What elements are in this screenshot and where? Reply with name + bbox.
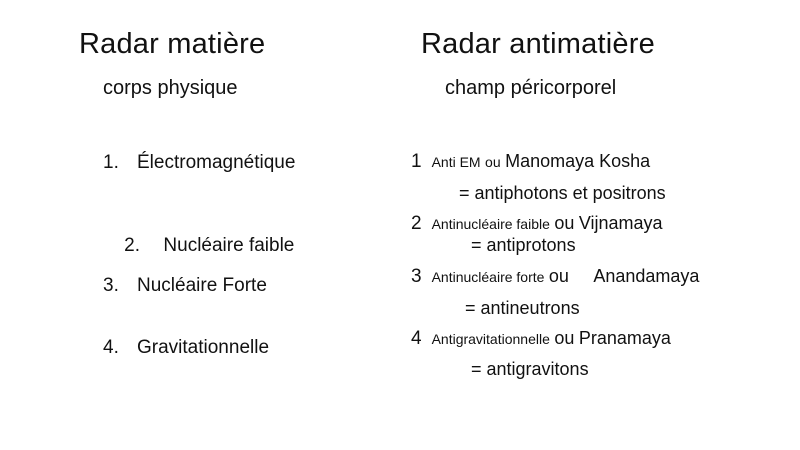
right-item-separator: ou — [554, 328, 575, 348]
right-item-name: Anandamaya — [593, 266, 700, 286]
right-item-result: = antigravitons — [471, 359, 589, 379]
left-item-label: Électromagnétique — [137, 152, 296, 173]
left-list-item — [103, 213, 294, 279]
right-item-separator: ou — [554, 213, 575, 233]
right-item-name: Pranamaya — [578, 328, 671, 348]
right-item-short-label: Antigravitationnelle — [431, 331, 550, 347]
right-subtitle: champ péricorporel — [445, 77, 617, 99]
right-item-short-label: Anti EM — [431, 154, 481, 170]
right-item-separator: ou — [548, 266, 569, 286]
right-list-item — [411, 266, 699, 288]
left-list-item — [103, 152, 295, 174]
left-list-item — [103, 337, 269, 359]
left-item-label: Nucléaire faible — [158, 235, 295, 256]
right-list-item — [411, 213, 663, 235]
right-item-result: = antiprotons — [471, 235, 576, 255]
right-item-short-label: Antinucléaire forte — [431, 269, 545, 285]
right-item-number: 2 — [411, 213, 422, 234]
right-item-number: 4 — [411, 328, 422, 349]
right-list-item — [411, 328, 671, 350]
left-subtitle: corps physique — [103, 77, 238, 99]
right-list-item — [411, 151, 650, 173]
right-item-number: 3 — [411, 266, 422, 287]
left-item-number: 4. — [103, 337, 119, 358]
left-list-item — [103, 275, 267, 297]
right-item-name: Vijnamaya — [578, 213, 663, 233]
right-item-number: 1 — [411, 151, 422, 172]
right-item-result: = antineutrons — [465, 298, 580, 318]
right-item-separator: ou — [485, 154, 501, 170]
left-item-number: 2. — [124, 235, 140, 256]
left-item-number: 3. — [103, 275, 119, 296]
left-item-label: Nucléaire Forte — [137, 275, 267, 296]
right-item-name: Manomaya Kosha — [505, 151, 651, 171]
left-title: Radar matière — [79, 28, 266, 60]
right-item-result: = antiphotons et positrons — [459, 183, 666, 203]
right-item-short-label: Antinucléaire faible — [431, 216, 550, 232]
left-item-number: 1. — [103, 152, 119, 173]
right-title: Radar antimatière — [421, 28, 655, 60]
left-item-label: Gravitationnelle — [137, 337, 270, 358]
